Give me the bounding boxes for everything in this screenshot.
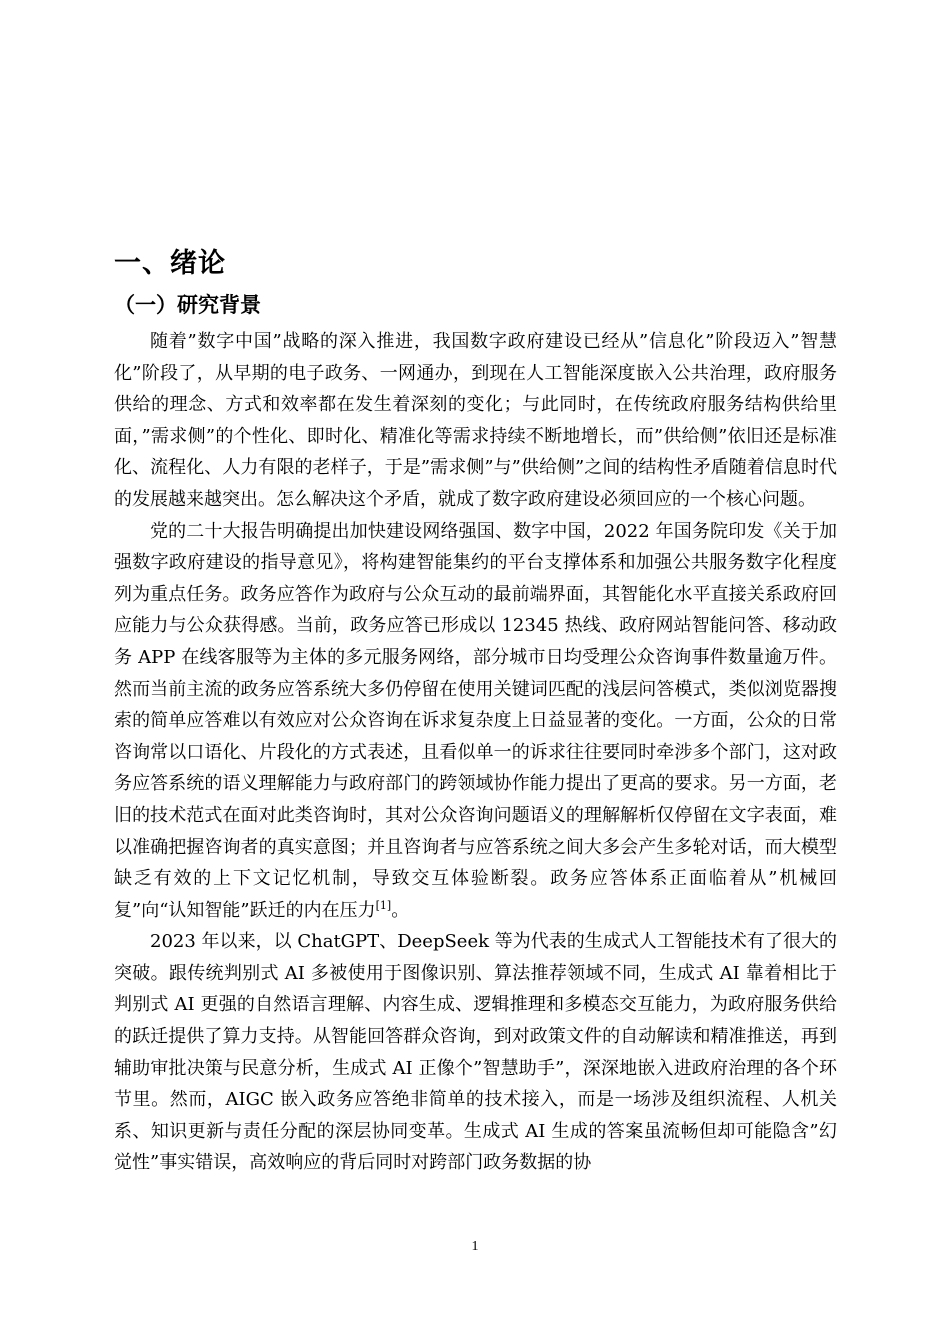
body-paragraph-2-text: 党的二十大报告明确提出加快建设网络强国、数字中国，2022 年国务院印发《关于加强数字政府建设的指导意见》，将构建智能集约的平台支撑体系和加强公共服务数字化程度列为重点任务。政务应答作为政府与公众互动的最前端界面，其智能化水平直接关系政府回应能力与公众获得感。当前，政务应答已形成以 12345 热线、政府网站智能问答、移动政务 APP 在线客服等为主体的多元服务网络，部分城市日均受理公众咨询事件数量逾万件。然而当前主流的政务应答系统大多仍停留在使用关键词匹配的浅层问答模式，类似浏览器搜索的简单应答难以有效应对公众咨询在诉求复杂度上日益显著的变化。一方面，公众的日常咨询常以口语化、片段化的方式表述，且看似单一的诉求往往要同时牵涉多个部门，这对政务应答系统的语义理解能力与政府部门的跨领域协作能力提出了更高的要求。另一方面，老旧的技术范式在面对此类咨询时，其对公众咨询问题语义的理解解析仅停留在文字表面，难以准确把握咨询者的真实意图；并且咨询者与应答系统之间大多会产生多轮对话，而大模型缺乏有效的上下文记忆机制，导致交互体验断裂。政务应答体系正面临着从”机械回复”向“认知智能”跃迁的内在压力 bbox=[114, 520, 837, 921]
body-paragraph-2 bbox=[114, 516, 837, 927]
section-heading: （一）研究背景 bbox=[114, 293, 261, 317]
citation-reference[interactable]: [1] bbox=[375, 898, 392, 912]
body-paragraph-3: 2023 年以来，以 ChatGPT、DeepSeek 等为代表的生成式人工智能技术有了很大的突破。跟传统判别式 AI 多被使用于图像识别、算法推荐领域不同，生成式 AI 靠着相比于判别式 AI 更强的自然语言理解、内容生成、逻辑推理和多模态交互能力，为政府服务供给的跃迁提供了算力支持。从智能回答群众咨询，到对政策文件的自动解读和精准推送，再到辅助审批决策与民意分析，生成式 AI 正像个”智慧助手”，深深地嵌入进政府治理的各个环节里。然而，AIGC 嵌入政务应答绝非简单的技术接入，而是一场涉及组织流程、人机关系、知识更新与责任分配的深层协同变革。生成式 AI 生成的答案虽流畅但却可能隐含”幻觉性”事实错误，高效响应的背后同时对跨部门政务数据的协 bbox=[114, 931, 837, 1174]
body-paragraph-2-end: 。 bbox=[391, 899, 410, 921]
page-content bbox=[114, 244, 837, 1179]
page-number: 1 bbox=[471, 1239, 479, 1254]
chapter-heading: 一、绪论 bbox=[114, 248, 226, 279]
body-paragraph-1: 随着”数字中国”战略的深入推进，我国数字政府建设已经从”信息化”阶段迈入”智慧化”阶段了，从早期的电子政务、一网通办，到现在人工智能深度嵌入公共治理，政府服务供给的理念、方式和效率都在发生着深刻的变化；与此同时，在传统政府服务结构供给里面，”需求侧”的个性化、即时化、精准化等需求持续不断地增长，而”供给侧”依旧还是标准化、流程化、人力有限的老样子，于是”需求侧”与”供给侧”之间的结构性矛盾随着信息时代的发展越来越突出。怎么解决这个矛盾，就成了数字政府建设必须回应的一个核心问题。 bbox=[114, 331, 837, 510]
